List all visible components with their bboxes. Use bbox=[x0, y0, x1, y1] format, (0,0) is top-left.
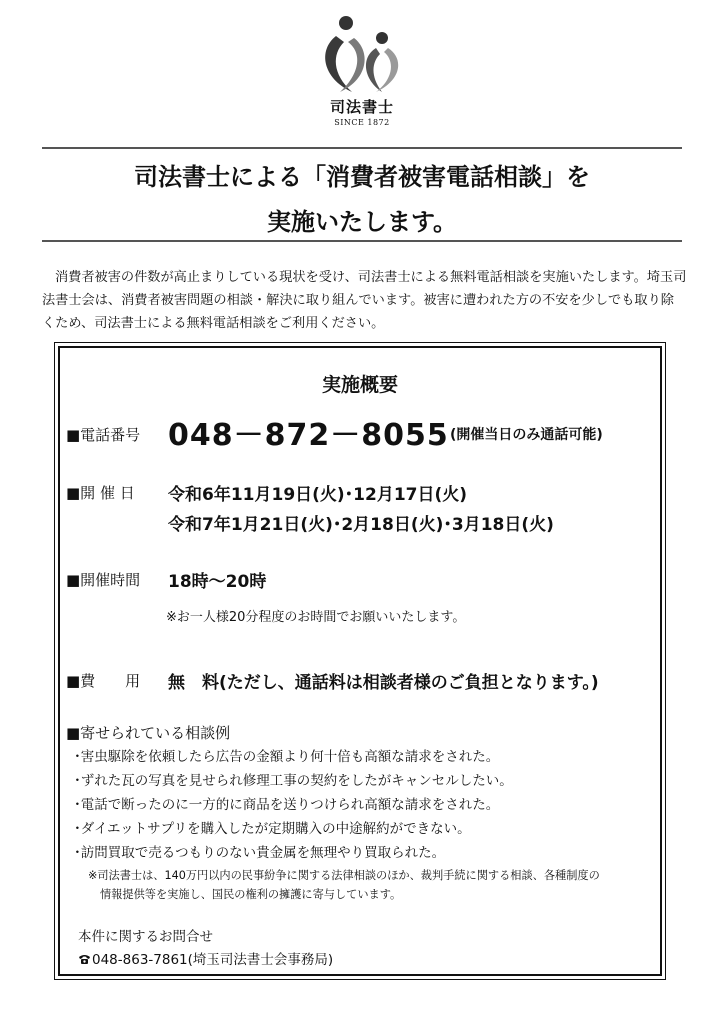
intro-paragraph: 消費者被害の件数が高止まりしている現状を受け、司法書士による無料電話相談を実施いたします。埼玉司法書士会は、消費者被害問題の相談・解決に取り組んでいます。被害に遭われた方の不安を少しでも取り除くため、司法書士による無料電話相談をご利用ください。 bbox=[42, 270, 687, 331]
logo-name: 司法書士 bbox=[329, 98, 394, 116]
contact-phone: 048-863-7861(埼玉司法書士会事務局) bbox=[92, 952, 334, 968]
title-line-1: 司法書士による「消費者被害電話相談」を bbox=[134, 163, 590, 191]
two-figures-emblem-icon bbox=[312, 12, 412, 96]
contact-line bbox=[78, 948, 333, 968]
fee-label: ■費 用 bbox=[66, 672, 141, 690]
dates-line-1: 令和6年11月19日(火)･12月17日(火) bbox=[168, 485, 468, 505]
example-item: ･害虫駆除を依頼したら広告の金額より何十倍も高額な請求をされた。 bbox=[74, 749, 500, 765]
fee-value: 無 料(ただし、通話料は相談者様のご負担となります。) bbox=[168, 673, 599, 693]
title-bottom-rule bbox=[42, 240, 682, 242]
example-item: ･訪問買取で売るつもりのない貴金属を無理やり買取られた。 bbox=[74, 845, 446, 861]
intro-text bbox=[42, 266, 687, 335]
footnote-line-1: ※司法書士は、140万円以内の民事紛争に関する法律相談のほか、裁判手続に関する相談、各種制度の bbox=[88, 869, 600, 882]
phone-number: 048－872－8055 bbox=[168, 418, 449, 453]
phone-label: ■電話番号 bbox=[66, 426, 141, 444]
example-item: ･ずれた瓦の写真を見せられ修理工事の契約をしたがキャンセルしたい。 bbox=[74, 773, 513, 789]
time-value: 18時～20時 bbox=[168, 572, 267, 592]
phone-note: (開催当日のみ通話可能) bbox=[450, 427, 603, 443]
example-item: ･電話で断ったのに一方的に商品を送りつけられ高額な請求をされた。 bbox=[74, 797, 500, 813]
contact-label: 本件に関するお問合せ bbox=[78, 929, 213, 945]
logo bbox=[312, 12, 412, 130]
overview-heading: 実施概要 bbox=[321, 374, 398, 396]
examples-label: ■寄せられている相談例 bbox=[66, 724, 231, 742]
dates-label: ■開 催 日 bbox=[66, 484, 135, 502]
time-label: ■開催時間 bbox=[66, 571, 141, 589]
dates-line-2: 令和7年1月21日(火)･2月18日(火)･3月18日(火) bbox=[168, 515, 554, 535]
example-item: ･ダイエットサプリを購入したが定期購入の中途解約ができない。 bbox=[74, 821, 471, 837]
time-note: ※お一人様20分程度のお時間でお願いいたします。 bbox=[166, 610, 466, 625]
title-top-rule bbox=[42, 147, 682, 149]
logo-since: SINCE 1872 bbox=[334, 118, 390, 127]
telephone-icon bbox=[78, 954, 91, 965]
title-line-2: 実施いたします。 bbox=[266, 208, 458, 236]
footnote-line-2: 情報提供等を実施し、国民の権利の擁護に寄与しています。 bbox=[100, 888, 402, 901]
